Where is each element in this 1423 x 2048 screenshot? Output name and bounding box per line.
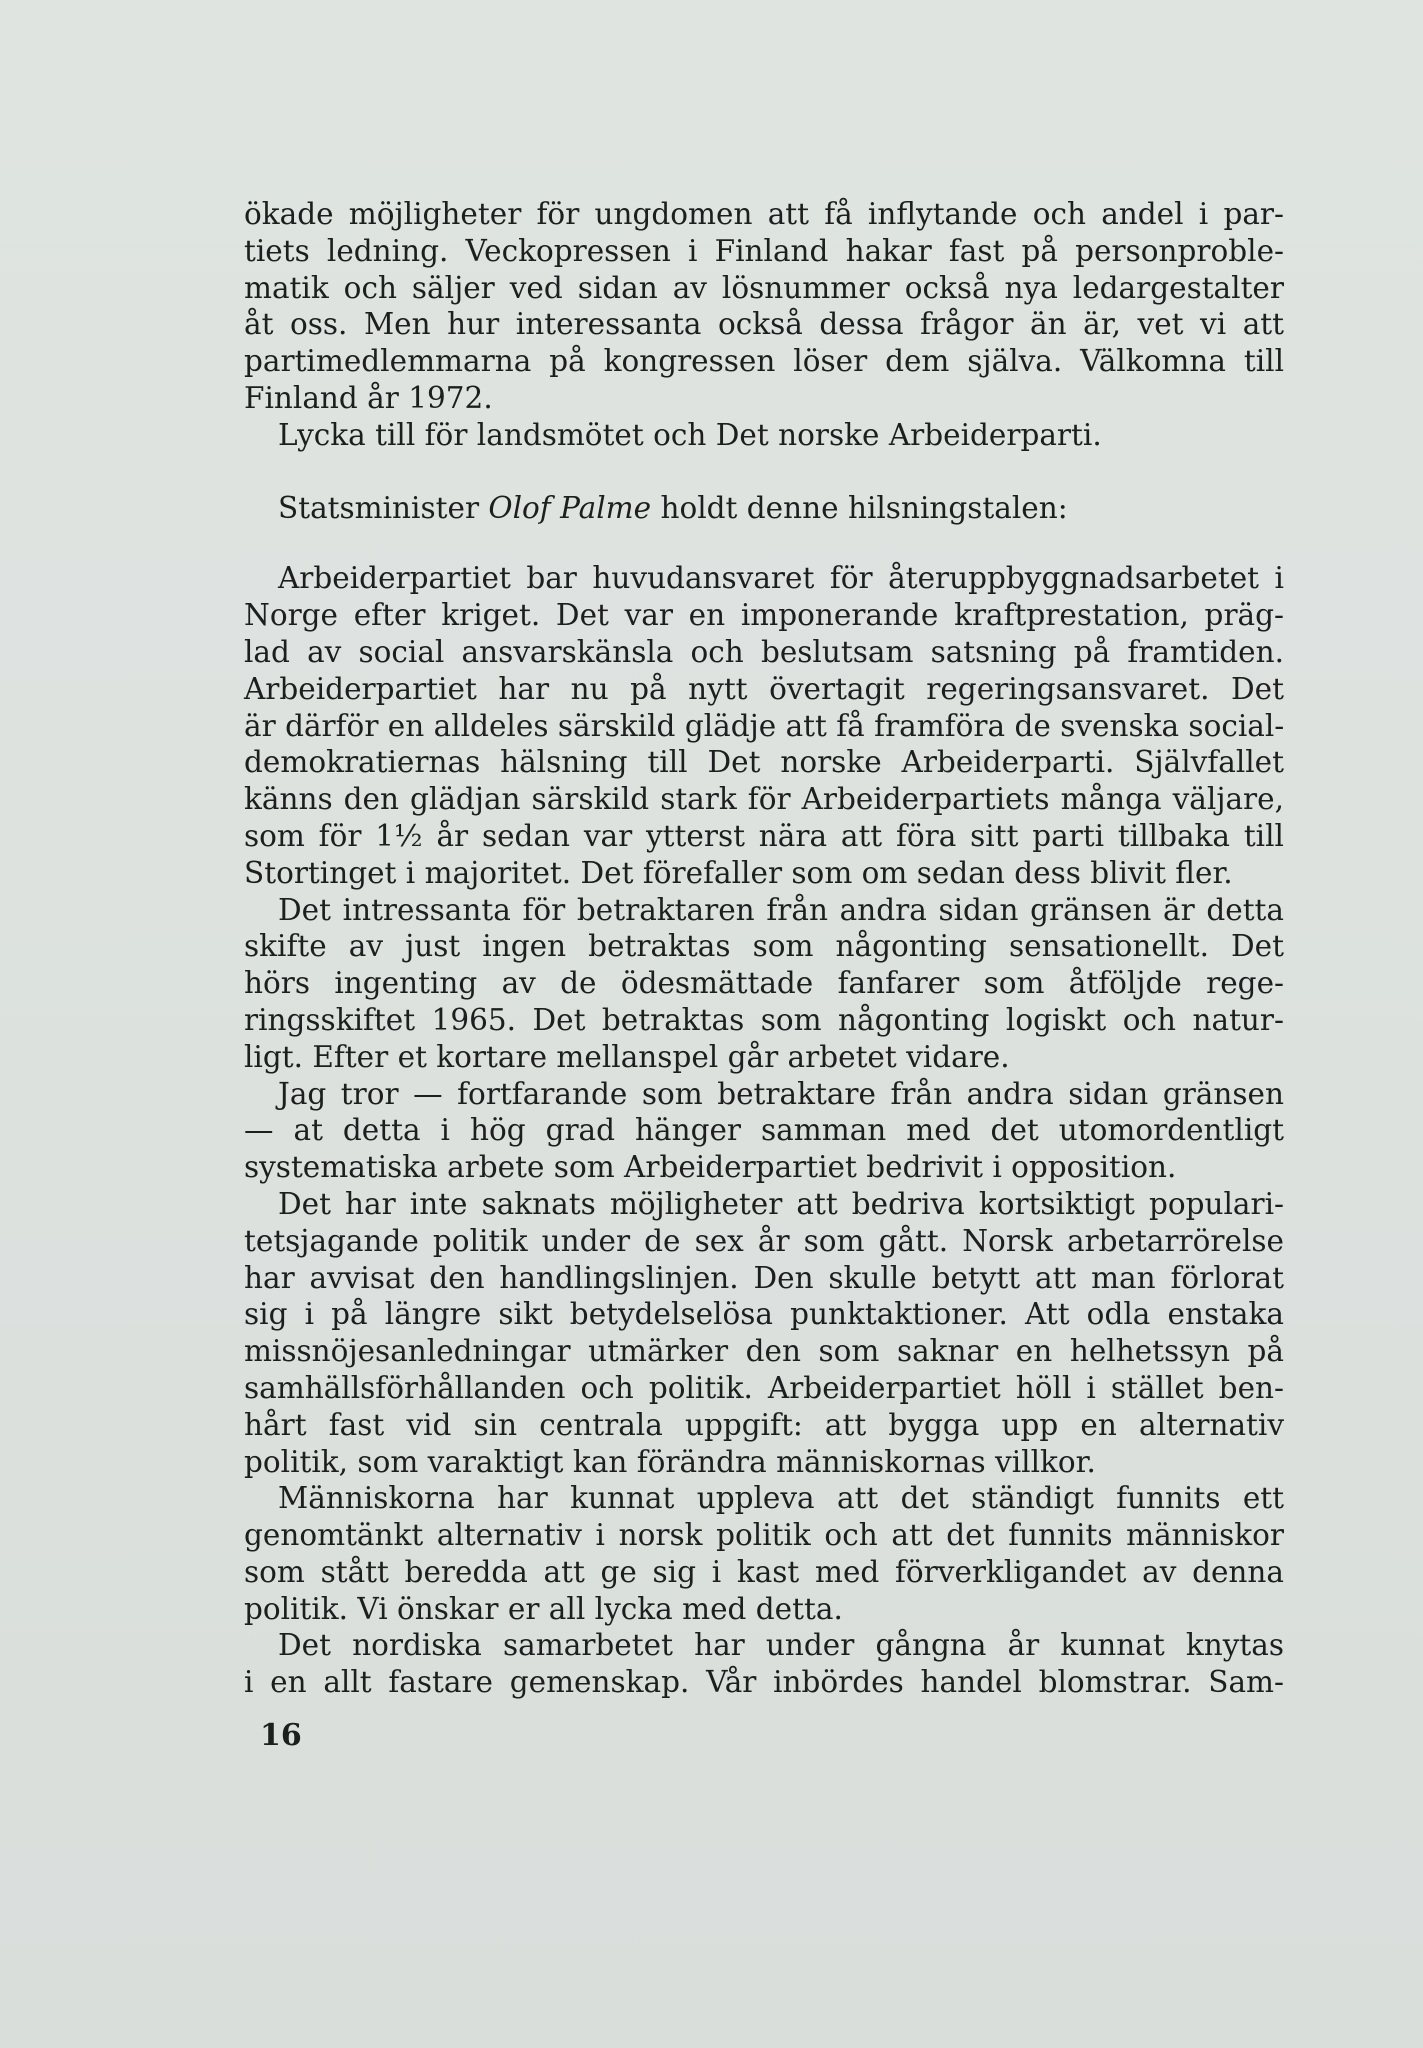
intro-before: Statsminister: [278, 490, 489, 525]
speaker-name: Olof Palme: [488, 490, 652, 525]
text-line: tetsjagande politik under de sex år som gått. Norsk arbetarrörelse: [244, 1223, 1284, 1258]
text-line: politik. Vi önskar er all lycka med detta.: [244, 1591, 843, 1626]
text-line: partimedlemmarna på kongressen löser dem själva. Välkomna till: [244, 344, 1284, 379]
text-line: ringsskiftet 1965. Det betraktas som någonting logiskt och natur-: [244, 1002, 1284, 1037]
text-line: Stortinget i majoritet. Det förefaller som om sedan dess blivit fler.: [244, 855, 1233, 890]
text-line: Det har inte saknats möjligheter att bedriva kortsiktigt populari-: [278, 1186, 1284, 1221]
text-line: genomtänkt alternativ i norsk politik och att det funnits människor: [244, 1518, 1284, 1553]
text-line: Människorna har kunnat uppleva att det ständigt funnits ett: [278, 1481, 1284, 1516]
text-line: Arbeiderpartiet bar huvudansvaret för återuppbyggnadsarbetet i: [278, 561, 1284, 596]
text-line: ligt. Efter et kortare mellanspel går arbetet vidare.: [244, 1039, 1010, 1074]
text-line: Arbeiderpartiet har nu på nytt övertagit regeringsansvaret. Det: [244, 671, 1284, 706]
paragraph-gap: [244, 526, 1284, 560]
text-line: som för 1½ år sedan var ytterst nära att föra sitt parti tillbaka till: [244, 818, 1284, 853]
text-line: Det nordiska samarbetet har under gångna år kunnat knytas: [278, 1628, 1284, 1663]
text-line: har avvisat den handlingslinjen. Den skulle betytt att man förlorat: [244, 1260, 1284, 1295]
closing-line: Lycka till för landsmötet och Det norske Arbeiderparti.: [278, 417, 1102, 452]
body-text: [244, 196, 1284, 1701]
text-line: i en allt fastare gemenskap. Vår inbördes handel blomstrar. Sam-: [244, 1665, 1284, 1700]
page-number: 16: [260, 1718, 302, 1753]
text-line: Jag tror — fortfarande som betraktare från andra sidan gränsen: [278, 1076, 1284, 1111]
text-line: systematiska arbete som Arbeiderpartiet bedrivit i opposition.: [244, 1150, 1177, 1185]
text-line: missnöjesanledningar utmärker den som saknar en helhetssyn på: [244, 1334, 1284, 1369]
text-line: känns den glädjan särskild stark för Arbeiderpartiets många väljare,: [244, 782, 1284, 817]
text-line: tiets ledning. Veckopressen i Finland hakar fast på personproble-: [244, 233, 1284, 268]
text-line: skifte av just ingen betraktas som någonting sensationellt. Det: [244, 929, 1284, 964]
text-line: sig i på längre sikt betydelselösa punktaktioner. Att odla enstaka: [244, 1297, 1284, 1332]
text-line: hårt fast vid sin centrala uppgift: att bygga upp en alternativ: [244, 1407, 1284, 1442]
text-line: hörs ingenting av de ödesmättade fanfarer som åtföljde rege-: [244, 966, 1284, 1001]
text-line: matik och säljer ved sidan av lösnummer också nya ledargestalter: [244, 270, 1284, 305]
text-line: lad av social ansvarskänsla och beslutsam satsning på framtiden.: [244, 634, 1284, 669]
text-line: Finland år 1972.: [244, 380, 493, 415]
text-line: — at detta i hög grad hänger samman med det utomordentligt: [244, 1113, 1284, 1148]
paragraph-gap: [244, 454, 1284, 490]
speech-intro: [244, 490, 1284, 527]
text-line: Norge efter kriget. Det var en imponerande kraftprestation, präg-: [244, 598, 1284, 633]
intro-after: holdt denne hilsningstalen:: [651, 490, 1068, 525]
text-line: åt oss. Men hur interessanta också dessa frågor än är, vet vi att: [244, 307, 1284, 342]
text-line: politik, som varaktigt kan förändra människornas villkor.: [244, 1444, 1096, 1479]
text-line: ökade möjligheter för ungdomen att få inflytande och andel i par-: [244, 197, 1284, 231]
text-line: samhällsförhållanden och politik. Arbeiderpartiet höll i stället ben-: [244, 1370, 1284, 1405]
text-line: Det intressanta för betraktaren från andra sidan gränsen är detta: [278, 892, 1284, 927]
text-line: som stått beredda att ge sig i kast med förverkligandet av denna: [244, 1554, 1284, 1589]
text-line: är därför en alldeles särskild glädje att få framföra de svenska social-: [244, 708, 1285, 743]
text-line: demokratiernas hälsning till Det norske Arbeiderparti. Självfallet: [244, 745, 1284, 780]
